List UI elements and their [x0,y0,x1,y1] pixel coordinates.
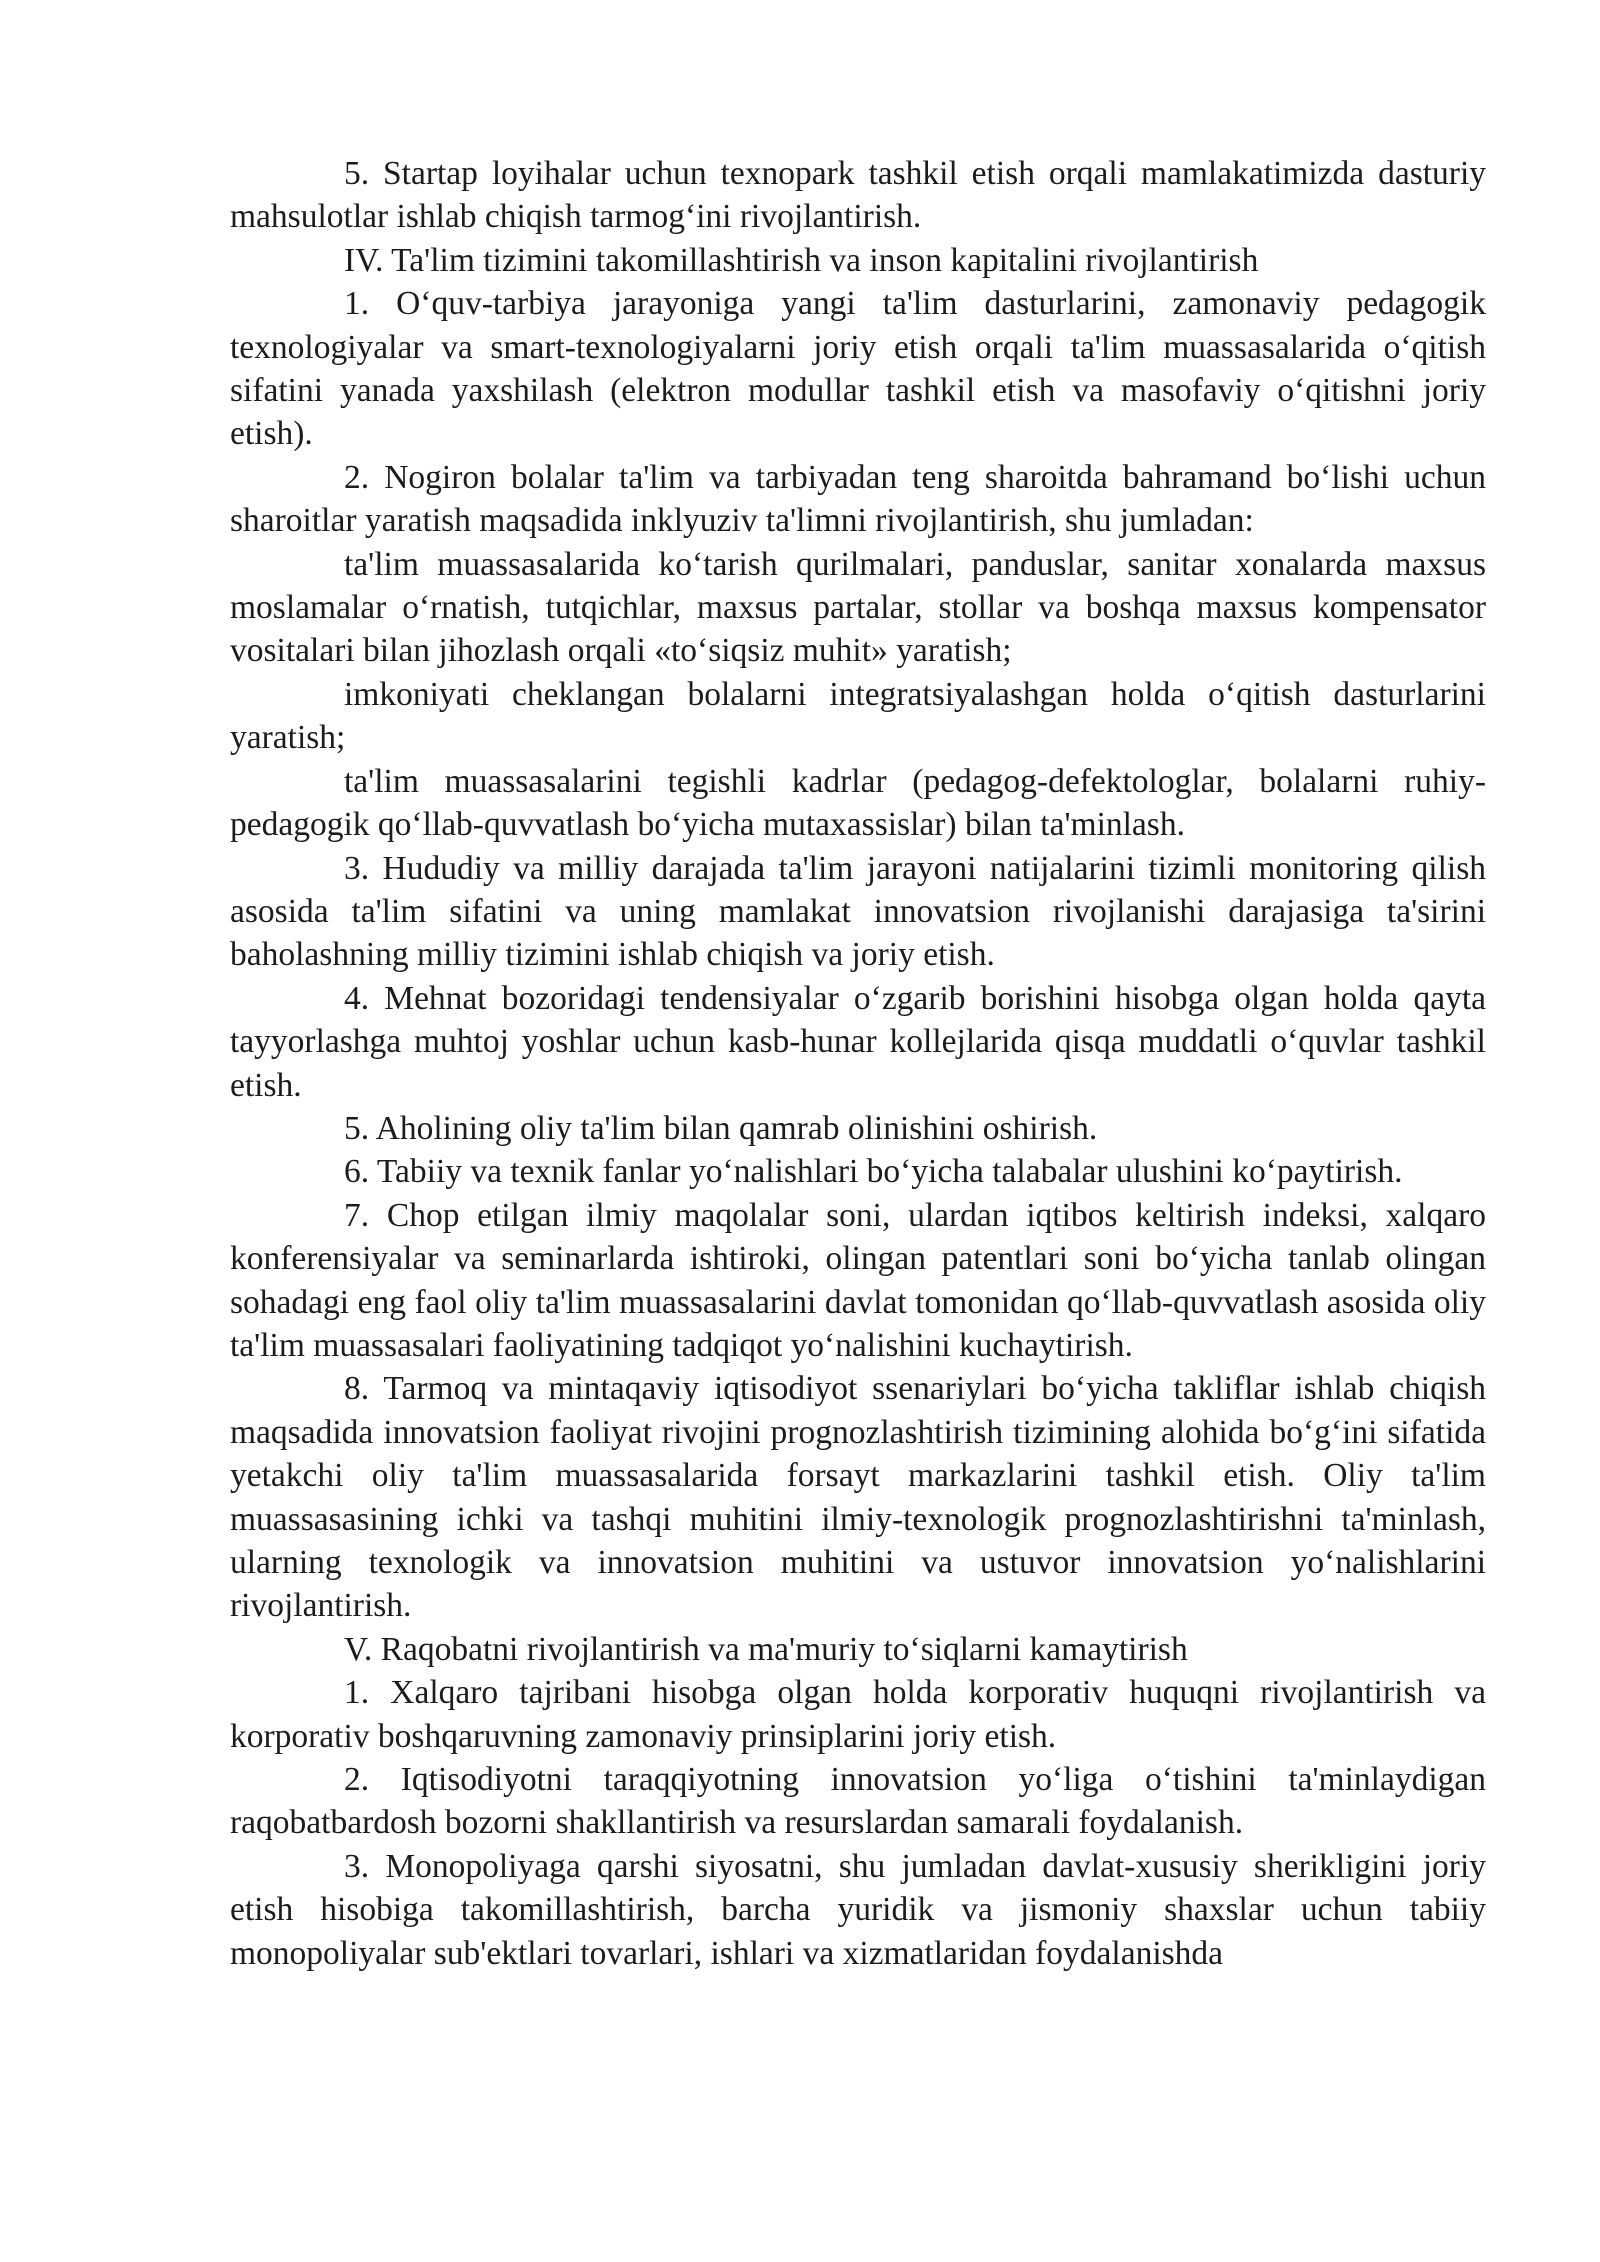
paragraph-item-2-competitive-market: 2. Iqtisodiyotni taraqqiyotning innovatsion yo‘liga o‘tishini ta'minlaydigan raqobatbardosh bozorni shakllantirish va resurslardan samarali foydalanish. [230,1761,1486,1842]
document-page [230,152,1486,1975]
paragraph-item-3-antimonopoly: 3. Monopoliyaga qarshi siyosatni, shu jumladan davlat-xususiy sherikligini joriy etish hisobiga takomillashtirish, barcha yuridik va jismoniy shaxslar uchun tabiiy monopoliyalar sub'ektlari tovarlari, ishlari va xizmatlaridan foydalanishda [230,1847,1486,1972]
section-heading-v: V. Raqobatni rivojlantirish va ma'muriy to‘siqlarni kamaytirish [344,1630,1188,1668]
paragraph-subitem-integrated-teaching: imkoniyati cheklangan bolalarni integratsiyalashgan holda o‘qitish dasturlarini yaratish; [230,675,1486,757]
paragraph-item-2-inclusive-education: 2. Nogiron bolalar ta'lim va tarbiyadan teng sharoitda bahramand bo‘lishi uchun sharoitlar yaratish maqsadida inklyuziv ta'limni rivojlantirish, shu jumladan: [230,458,1486,540]
paragraph-item-5-technopark: 5. Startap loyihalar uchun texnopark tashkil etish orqali mamlakatimizda dasturiy mahsulotlar ishlab chiqish tarmog‘ini rivojlantirish. [230,155,1486,236]
paragraph-item-8-foresight: 8. Tarmoq va mintaqaviy iqtisodiyot ssenariylari bo‘yicha takliflar ishlab chiqish maqsadida innovatsion faoliyat rivojini prognozlashtirish tizimining alohida bo‘g‘ini sifatida yetakchi oliy ta'lim muassasalarida forsayt markazlarini tashkil etish. Oliy ta'lim muassasasining ichki va tashqi muhitini ilmiy-texnologik prognozlashtirishni ta'minlash, ularning texnologik va innovatsion muhitini va ustuvor innovatsion yo‘nalishlarini rivojlantirish. [230,1370,1486,1625]
paragraph-item-1-corporate-law: 1. Xalqaro tajribani hisobga olgan holda korporativ huquqni rivojlantirish va korporativ boshqaruvning zamonaviy prinsiplarini joriy etish. [230,1674,1486,1755]
paragraph-item-4-retraining: 4. Mehnat bozoridagi tendensiyalar o‘zgarib borishini hisobga olgan holda qayta tayyorlashga muhtoj yoshlar uchun kasb-hunar kollejlarida qisqa muddatli o‘quvlar tashkil etish. [230,979,1486,1104]
paragraph-item-7-research: 7. Chop etilgan ilmiy maqolalar soni, ulardan iqtibos keltirish indeksi, xalqaro konferensiyalar va seminarlarda ishtiroki, olingan patentlari soni bo‘yicha tanlab olingan sohadagi eng faol oliy ta'lim muassasalarini davlat tomonidan qo‘llab-quvvatlash asosida oliy ta'lim muassasalari faoliyatining tadqiqot yo‘nalishini kuchaytirish. [230,1196,1486,1364]
paragraph-item-1-education-programs: 1. O‘quv-tarbiya jarayoniga yangi ta'lim dasturlarini, zamonaviy pedagogik texnologiyalar va smart-texnologiyalarni joriy etish orqali ta'lim muassasalarida o‘qitish sifatini yanada yaxshilash (elektron modullar tashkil etish va masofaviy o‘qitishni joriy etish). [230,285,1486,453]
paragraph-item-3-monitoring: 3. Hududiy va milliy darajada ta'lim jarayoni natijalarini tizimli monitoring qilish asosida ta'lim sifatini va uning mamlakat innovatsion rivojlanishi darajasiga ta'sirini baholashning milliy tizimini ishlab chiqish va joriy etish. [230,849,1486,974]
paragraph-item-6-students-share: 6. Tabiiy va texnik fanlar yo‘nalishlari bo‘yicha talabalar ulushini ko‘paytirish. [344,1153,1403,1191]
paragraph-subitem-barrier-free: ta'lim muassasalarida ko‘tarish qurilmalari, panduslar, sanitar xonalarda maxsus moslamalar o‘rnatish, tutqichlar, maxsus partalar, stollar va boshqa maxsus kompensator vositalari bilan jihozlash orqali «to‘siqsiz muhit» yaratish; [230,545,1486,670]
paragraph-subitem-staffing: ta'lim muassasalarini tegishli kadrlar (pedagog-defektologlar, bolalarni ruhiy-pedagogik qo‘llab-quvvatlash bo‘yicha mutaxassislar) bilan ta'minlash. [230,762,1486,844]
paragraph-item-5-higher-education: 5. Aholining oliy ta'lim bilan qamrab olinishini oshirish. [344,1109,1098,1147]
section-heading-iv: IV. Ta'lim tizimini takomillashtirish va inson kapitalini rivojlantirish [344,241,1259,279]
